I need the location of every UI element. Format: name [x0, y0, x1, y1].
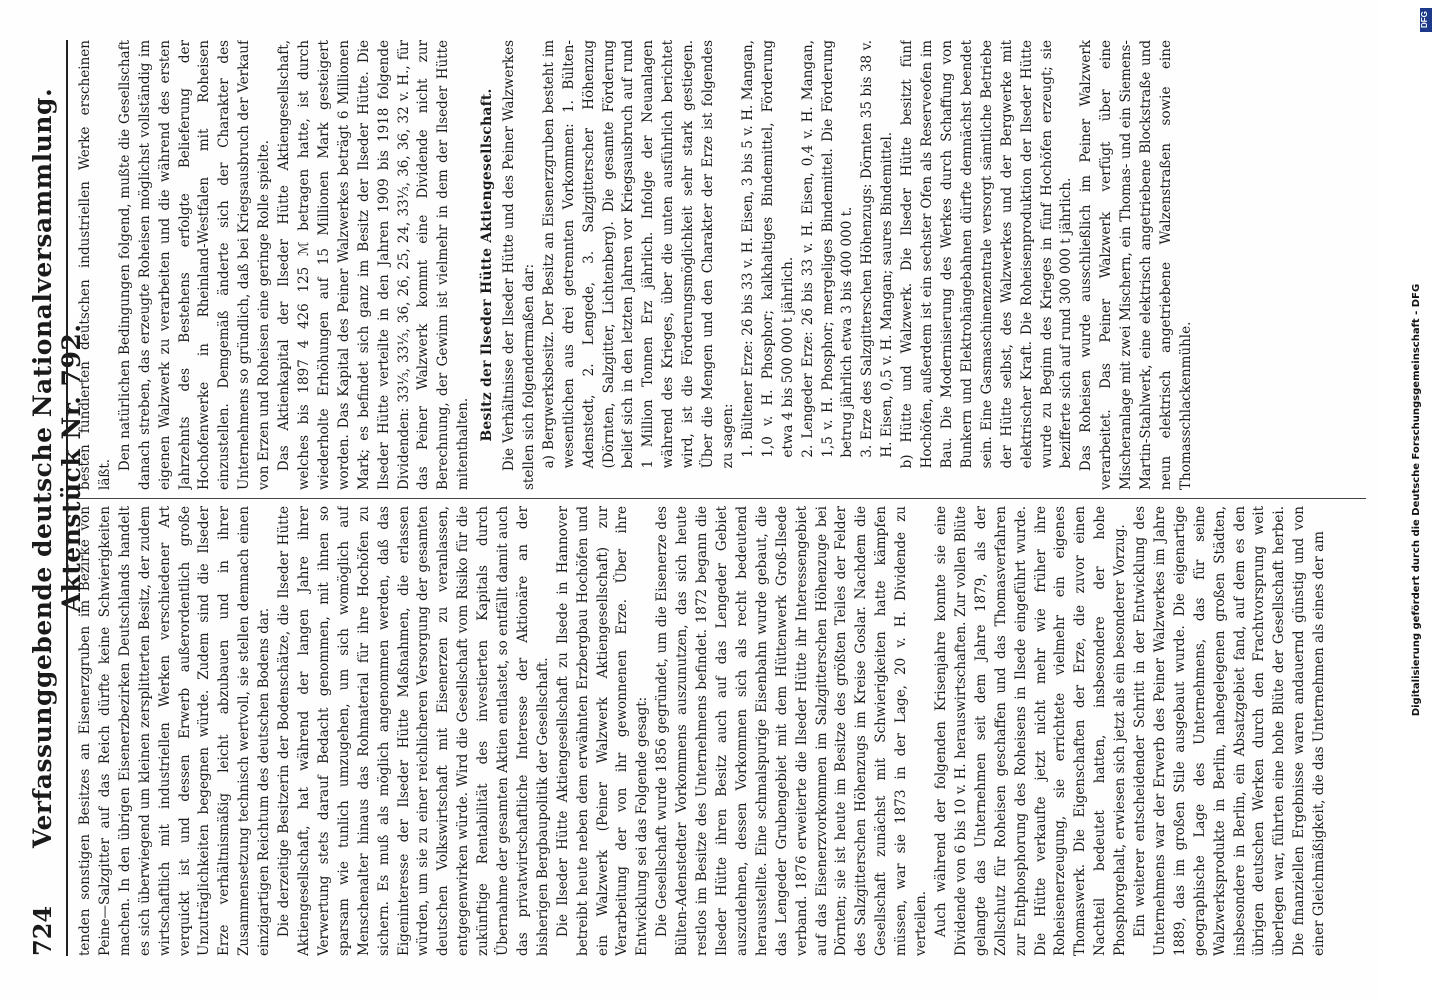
- list-item: 3. Erze des Salzgitterschen Höhenzugs: Dörnten 35 bis 38 v. H. Eisen, 0,5 v. H. Mangan; saures Bindemittel.: [859, 40, 896, 458]
- left-column: [76, 506, 1366, 956]
- header-rule: [66, 40, 68, 956]
- paragraph: Das Roheisen wurde ausschließlich im Peiner Walzwerk verarbeitet. Das Peiner Walzwerk verfügt über eine Mischeranlage mit zwei Mischern, ein Thomas- und ein Siemens-Martin-Stahlwerk, eine elektrisch angetriebene Blockstraße und neun elektrisch angetriebene Walzenstraßen sowie eine Thomasschlackenmühle.: [1078, 40, 1194, 490]
- page-number: 724: [28, 905, 57, 956]
- paragraph: besten fundierten deutschen industriellen Werke erscheinen läßt.: [77, 40, 113, 490]
- column-divider: [76, 498, 1366, 499]
- list-item: b) Hütte und Walzwerk. Die Ilseder Hütte besitzt fünf Hochöfen, außerdem ist ein sechster Ofen als Reserveofen im Bau. Die Modernisierung des Werkes durch Schaffung von Bunkern und Elektrohängebahnen dürfte demnächst beendet sein. Eine Gasmaschinenzentrale versorgt sämtliche Betriebe der Hütte selbst, des Walzwerkes und der Bergwerke mit elektrischer Kraft. Die Roheisenproduktion der Ilseder Hütte wurde zu Beginn des Krieges in fünf Hochöfen erzeugt; sie bezifferte sich auf rund 300 000 t jährlich.: [899, 40, 1075, 469]
- paragraph: Das Aktienkapital der Ilseder Hütte Aktiengesellschaft, welches bis 1897 4 426 125 ℳ betragen hatte, ist durch wiederholte Erhöhungen auf 15 Millionen Mark gesteigert worden. Das Kapital des Peiner Walzwerkes beträgt 6 Millionen Mark; es befindet sich ganz im Besitz der Ilseder Hütte. Die Ilseder Hütte verteilte in den Jahren 1909 bis 1918 folgende Dividenden: 33⅓, 33⅓, 36, 26, 25, 24, 33⅓, 36, 36, 32 v. H., für das Peiner Walzwerk kommt eine Dividende nicht zur Berechnung, der Gewinn ist vielmehr in dem der Ilseder Hütte mitenthalten.: [276, 40, 472, 490]
- list-item: 2. Lengeder Erze: 26 bis 33 v. H. Eisen, 0,4 v. H. Mangan, 1,5 v. H. Phosphor; mergeliges Bindemittel. Die Förderung betrug jährlich etwa 3 bis 400 000 t.: [799, 40, 856, 458]
- list-item: a) Bergwerksbesitz. Der Besitz an Eisenerzgruben besteht im wesentlichen aus drei getrennten Vorkommen: 1. Bülten-Adenstedt, 2. Lengede, 3. Salzgitterscher Höhenzug (Dörnten, Salzgitter, Lichtenberg). Die gesamte Förderung belief sich in den letzten Jahren vor Kriegsausbruch auf rund 1 Million Tonnen Erz jährlich. Infolge der Neuanlagen während des Krieges, über die unten ausführlich berichtet wird, ist die Förderungsmöglichkeit sehr stark gestiegen. Über die Mengen und den Charakter der Erze ist folgendes zu sagen:: [540, 40, 736, 469]
- dfg-logo: DFG: [1420, 8, 1432, 32]
- running-header: [28, 40, 86, 956]
- paragraph: Die Ilseder Hütte Aktiengesellschaft zu Ilsede in Hannover betreibt heute neben dem erwähnten Erzbergbau Hochöfen und ein Walzwerk (Peiner Walzwerk Aktiengesellschaft) zur Verarbeitung der von ihr gewonnenen Erze. Über ihre Entwicklung sei das Folgende gesagt:: [554, 506, 651, 956]
- paragraph: Die Gesellschaft wurde 1856 gegründet, um die Eisenerze des Bülten-Adenstedter Vorkommens auszunutzen, das sich heute restlos im Besitze des Unternehmens befindet. 1872 begann die Ilseder Hütte ihren Besitz auch auf das Lengeder Gebiet auszudehnen, dessen Vorkommen sich als recht bedeutend herausstellte. Eine schmalspurige Eisenbahn wurde gebaut, die das Lengeder Grubengebiet mit dem Hüttenwerk Groß-Ilsede verband. 1876 erweiterte die Ilseder Hütte ihr Interessengebiet auf das Eisenerzvorkommen im Salzgitterschen Höhenzuge bei Dörnten; sie ist heute im Besitze des größten Teiles der Felder des Salzgitterschen Höhenzugs im Kreise Goslar. Nachdem die Gesellschaft zunächst mit Schwierigkeiten hatte kämpfen müssen, war sie 1873 in der Lage, 20 v. H. Dividende zu verteilen.: [654, 506, 930, 956]
- paragraph: Die Verhältnisse der Ilseder Hütte und des Peiner Walzwerkes stellen sich folgendermaßen dar:: [501, 40, 537, 490]
- paragraph: Auch während der folgenden Krisenjahre konnte sie eine Dividende von 6 bis 10 v. H. herauswirtschaften. Zur vollen Blüte gelangte das Unternehmen seit dem Jahre 1879, als der Zollschutz für Roheisen geschaffen und das Thomasverfahren zur Entphosphorung des Roheisens in Ilsede eingeführt wurde. Die Hütte verkaufte jetzt nicht mehr wie früher ihre Roheisenerzeugung, sie errichtete vielmehr ein eigenes Thomaswerk. Die Eigenschaften der Erze, die zuvor einen Nachteil bedeutet hatten, insbesondere der hohe Phosphorgehalt, erwiesen sich jetzt als ein besonderer Vorzug.: [932, 506, 1129, 956]
- paragraph: Den natürlichen Bedingungen folgend, mußte die Gesellschaft danach streben, das erzeugte Roheisen möglichst vollständig im eigenen Walzwerk zu verarbeiten und die während des ersten Jahrzehnts des Bestehens erfolgte Belieferung der Hochofenwerke in Rheinland-Westfalen mit Roheisen einzustellen. Demgemäß änderte sich der Charakter des Unternehmens so gründlich, daß bei Kriegsausbruch der Verkauf von Erzen und Roheisen eine geringe Rolle spielte.: [116, 40, 273, 490]
- section-heading: Besitz der Ilseder Hütte Aktiengesellschaft.: [479, 88, 496, 442]
- running-title: Verfassunggebende deutsche Nationalversammlung. Aktenstück Nr. 792.: [28, 87, 86, 849]
- paragraph: tenden sonstigen Besitzes an Eisenerzgruben im Bezirke von Peine—Salzgitter auf das Reich dürfte keine Schwierigkeiten machen. In den übrigen Eisenerzbezirken Deutschlands handelt es sich überwiegend um kleinen zersplitterten Besitz, der zudem wirtschaftlich mit industriellen Werken verschiedener Art verquickt ist und dessen Erwerb außerordentlich große Unzuträglichkeiten begegnen würde. Zudem sind die Ilseder Erze verhältnismäßig leicht abzubauen und in ihrer Zusammensetzung technisch wertvoll, sie stellen demnach einen einzigartigen Reichtum des deutschen Bodens dar.: [77, 506, 273, 956]
- paragraph: Ein weiterer entscheidender Schritt in der Entwicklung des Unternehmens war der Erwerb des Peiner Walzwerkes im Jahre 1889, das im großen Stile ausgebaut wurde. Die eigenartige geographische Lage des Unternehmens, das für seine Walzwerksprodukte in Berlin, nahegelegenen großen Städten, insbesondere in Berlin, ein Absatzgebiet fand, auf dem es den übrigen deutschen Werken durch den Frachtvorsprung weit überlegen war, führten eine hohe Blüte der Gesellschaft herbei. Die finanziellen Ergebnisse waren andauernd günstig und von einer Gleichmäßigkeit, die das Unternehmen als eines der am: [1132, 506, 1328, 956]
- right-column: [76, 40, 1366, 490]
- digitization-credit: [1408, 0, 1434, 1000]
- paragraph: Die derzeitige Besitzerin der Bodenschätze, die Ilseder Hütte Aktiengesellschaft, hat während der langen Jahre ihrer Verwertung stets darauf Bedacht genommen, mit ihnen so sparsam wie tunlich umzugehen, um sich womöglich auf Menschenalter hinaus das Rohmaterial für ihre Hochöfen zu sichern. Es muß als möglich angenommen werden, daß das Eigeninteresse der Ilseder Hütte Maßnahmen, die erlassen würden, um sie zu einer reichlicheren Versorgung der gesamten deutschen Volkswirtschaft mit Eisenerzen zu veranlassen, entgegenwirken würde. Wird die Gesellschaft vom Risiko für die zukünftige Rentabilität des investierten Kapitals durch Übernahme der gesamten Aktien entlastet, so entfällt damit auch das privatwirtschaftliche Interesse der Aktionäre an der bisherigen Bergbaupolitik der Gesellschaft.: [276, 506, 551, 956]
- credit-text: Digitalisierung gefördert durch die Deutsche Forschungsgemeinschaft - DFG: [1411, 283, 1422, 717]
- list-item: 1. Bültener Erze: 26 bis 33 v. H. Eisen, 3 bis 5 v. H. Mangan, 1,0 v. H. Phosphor; kalkhaltiges Bindemittel, Förderung etwa 4 bis 500 000 t jährlich.: [739, 40, 796, 458]
